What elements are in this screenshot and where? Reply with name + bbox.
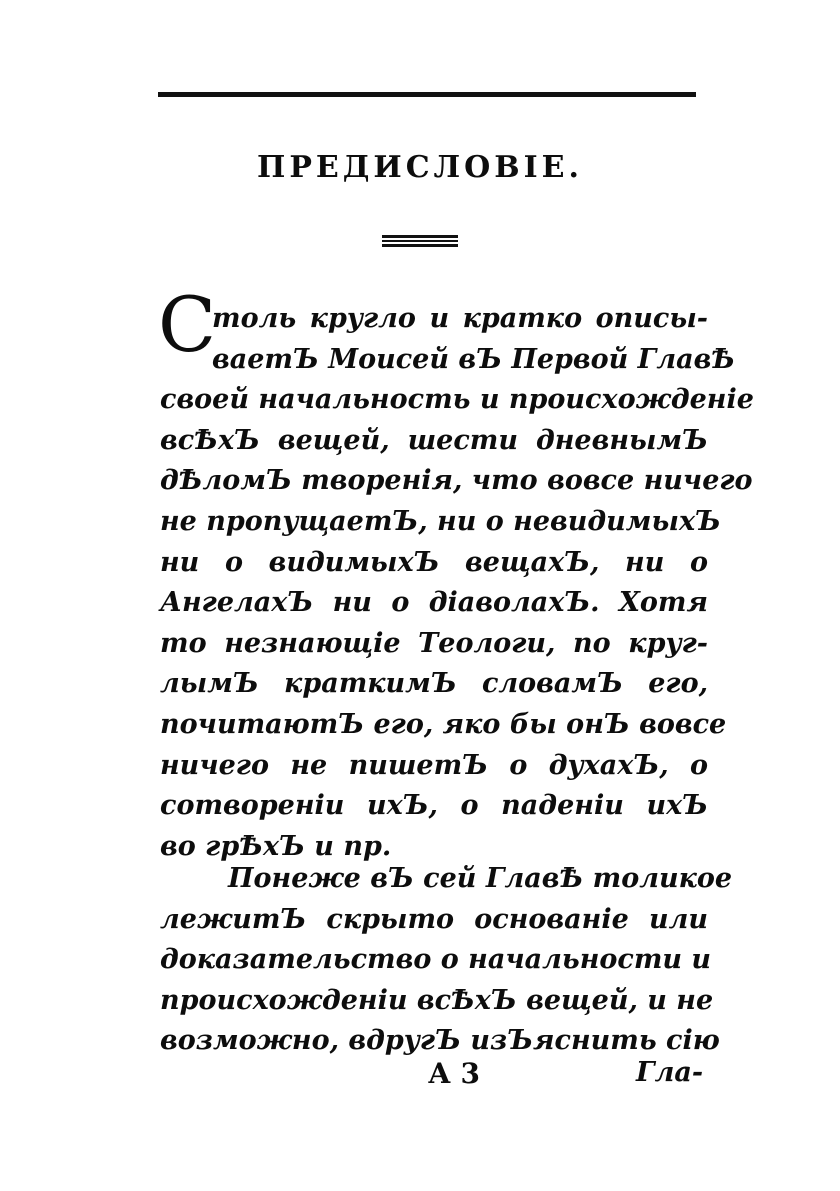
drop-cap: С xyxy=(158,280,217,369)
text-line: ни о видимыхЪ вещахЪ, ни о xyxy=(160,546,708,578)
text-line: во грѢхЪ и пр. xyxy=(160,830,392,862)
text-line: происхожденіи всѢхЪ вещей, и не xyxy=(160,984,714,1016)
text-line: своей начальность и происхожденіе xyxy=(160,384,754,416)
text-line: всѢхЪ вещей, шести дневнымЪ xyxy=(160,424,708,456)
text-line: возможно, вдругЪ изЪяснить сію xyxy=(160,1025,720,1057)
text-line: лымЪ краткимЪ словамЪ его, xyxy=(160,668,708,700)
catchword: Гла- xyxy=(636,1057,704,1088)
paragraph-1 xyxy=(160,340,754,868)
text-line: ничего не пишетЪ о духахЪ, о xyxy=(160,749,708,781)
heading-ornament xyxy=(382,235,458,247)
text-line: сотвореніи ихЪ, о паденіи ихЪ xyxy=(160,790,708,822)
signature-mark: А 3 xyxy=(428,1057,481,1090)
top-rule xyxy=(158,92,696,97)
text-line: Понеже вЪ сей ГлавѢ толикое xyxy=(228,863,733,894)
page-heading: ПРЕДИСЛОВІЕ. xyxy=(256,150,583,185)
text-line: доказательство о начальности и xyxy=(160,944,712,976)
text-line: то незнающіе Теологи, по круг- xyxy=(160,627,708,659)
text-line: толь кругло и кратко описы- xyxy=(212,303,708,334)
paragraph-2 xyxy=(160,859,733,1062)
text-line: дѢломЪ творенія, что вовсе ничего xyxy=(160,465,753,497)
text-line: почитаютЪ его, яко бы онЪ вовсе xyxy=(160,708,727,740)
text-line: не пропущаетЪ, ни о невидимыхЪ xyxy=(160,505,721,537)
text-line: АнгелахЪ ни о діаволахЪ. Хотя xyxy=(160,587,708,619)
text-line: лежитЪ скрыто основаніе или xyxy=(160,903,708,935)
paragraph1-first-line xyxy=(212,299,708,340)
text-line: ваетЪ Моисей вЪ Первой ГлавѢ xyxy=(212,343,736,375)
